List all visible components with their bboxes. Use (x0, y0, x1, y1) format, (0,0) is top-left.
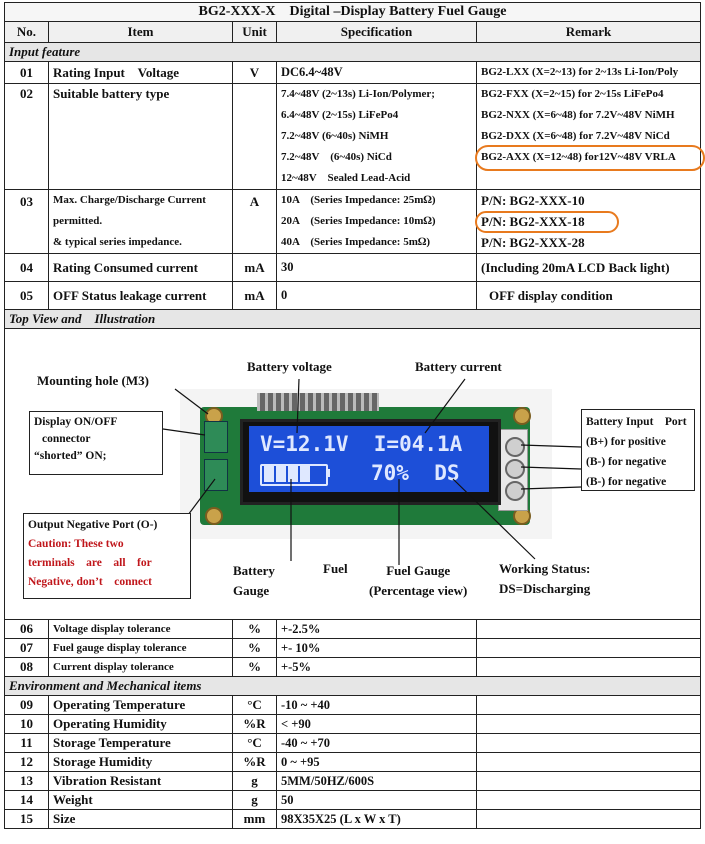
cell-no: 10 (5, 715, 49, 734)
cell-unit: mA (233, 282, 277, 310)
item-line: Max. Charge/Discharge Current (53, 194, 206, 206)
callout-line: Output Negative Port (O-) (28, 519, 158, 531)
table-row (5, 772, 701, 791)
cell-item (49, 190, 233, 254)
cell-remark (477, 715, 701, 734)
label-line: Gauge (233, 583, 270, 598)
callout-line: Battery Input Port (586, 416, 687, 428)
cell-item: Operating Temperature (49, 696, 233, 715)
remark-text: BG2-AXX (X=12~48) for12V~48V VRLA (481, 151, 676, 163)
cell-unit: %R (233, 753, 277, 772)
callout-battery-input (581, 409, 695, 491)
callout-line: Display ON/OFF (34, 416, 118, 428)
table-row (5, 658, 701, 677)
remark-line-highlighted (481, 211, 696, 232)
caution-line: terminals are all for (28, 557, 152, 569)
cell-no: 06 (5, 620, 49, 639)
cell-remark (477, 734, 701, 753)
cell-no: 01 (5, 62, 49, 84)
cell-spec: < +90 (277, 715, 477, 734)
caution-line: Caution: These two (28, 538, 124, 550)
cell-remark (477, 84, 701, 190)
label-battery-voltage: Battery voltage (247, 359, 332, 374)
cell-item: Fuel gauge display tolerance (49, 639, 233, 658)
cell-remark (477, 620, 701, 639)
cell-spec: 5MM/50HZ/600S (277, 772, 477, 791)
cell-spec (277, 190, 477, 254)
spec-line: 40A (Series Impedance: 5mΩ) (281, 236, 430, 248)
title-row (5, 3, 701, 22)
label-line: (Percentage view) (369, 583, 468, 598)
cell-item: Rating Consumed current (49, 254, 233, 282)
table-row (5, 753, 701, 772)
cell-unit: % (233, 639, 277, 658)
cell-no: 02 (5, 84, 49, 190)
label-working-status (499, 559, 590, 599)
table-row (5, 696, 701, 715)
cell-remark (477, 190, 701, 254)
illustration-row (5, 329, 701, 620)
cell-unit: % (233, 620, 277, 639)
lcd-line-2: 70% DS (371, 461, 460, 485)
cell-no: 05 (5, 282, 49, 310)
cell-remark (477, 753, 701, 772)
cell-item: Operating Humidity (49, 715, 233, 734)
cell-unit (233, 84, 277, 190)
table-row (5, 639, 701, 658)
cell-spec: 30 (277, 254, 477, 282)
callout-output-negative (23, 513, 191, 599)
cell-no: 13 (5, 772, 49, 791)
section-top-view (5, 310, 701, 329)
cell-unit: mA (233, 254, 277, 282)
cell-unit: A (233, 190, 277, 254)
cell-item: Current display tolerance (49, 658, 233, 677)
remark-line: BG2-DXX (X=6~48) for 7.2V~48V NiCd (481, 130, 670, 142)
label-fuel-gauge (369, 561, 467, 601)
item-line: permitted. (53, 215, 103, 227)
cell-spec: DC6.4~48V (277, 62, 477, 84)
cell-unit: % (233, 658, 277, 677)
cell-item: Vibration Resistant (49, 772, 233, 791)
label-line: Fuel Gauge (386, 563, 451, 578)
lcd-line-1: V=12.1V I=04.1A (260, 432, 463, 456)
cell-remark (477, 639, 701, 658)
table-row (5, 84, 701, 190)
cell-spec: -10 ~ +40 (277, 696, 477, 715)
table-row (5, 810, 701, 829)
cell-item: Voltage display tolerance (49, 620, 233, 639)
spec-line: 12~48V Sealed Lead-Acid (281, 172, 411, 184)
cell-remark: BG2-LXX (X=2~13) for 2~13s Li-Ion/Poly (477, 62, 701, 84)
table-row (5, 62, 701, 84)
cell-remark (477, 658, 701, 677)
header-spec: Specification (277, 22, 477, 43)
label-line: Working Status: (499, 561, 591, 576)
cell-unit: g (233, 772, 277, 791)
label-fuel: Fuel (323, 561, 348, 576)
section-label: Top View and Illustration (5, 310, 701, 329)
table-row (5, 254, 701, 282)
callout-line: connector (42, 433, 91, 445)
cell-spec: -40 ~ +70 (277, 734, 477, 753)
spec-line: 10A (Series Impedance: 25mΩ) (281, 194, 436, 206)
cell-remark: (Including 20mA LCD Back light) (477, 254, 701, 282)
cell-unit: %R (233, 715, 277, 734)
cell-item: Storage Temperature (49, 734, 233, 753)
cell-spec: +-5% (277, 658, 477, 677)
section-input (5, 43, 701, 62)
cell-item: OFF Status leakage current (49, 282, 233, 310)
callout-display-onoff (29, 411, 163, 475)
remark-line: P/N: BG2-XXX-28 (481, 235, 585, 250)
cell-spec: 98X35X25 (L x W x T) (277, 810, 477, 829)
cell-unit: mm (233, 810, 277, 829)
label-line: DS=Discharging (499, 581, 591, 596)
label-line: Battery (233, 563, 275, 578)
cell-no: 07 (5, 639, 49, 658)
remark-text: P/N: BG2-XXX-18 (481, 214, 585, 229)
cell-no: 15 (5, 810, 49, 829)
cell-no: 03 (5, 190, 49, 254)
cell-item: Size (49, 810, 233, 829)
remark-line: BG2-FXX (X=2~15) for 2~15s LiFePo4 (481, 88, 664, 100)
cell-item: Weight (49, 791, 233, 810)
callout-line: (B-) for negative (586, 456, 667, 468)
cell-no: 04 (5, 254, 49, 282)
cell-spec: +-2.5% (277, 620, 477, 639)
section-environment (5, 677, 701, 696)
cell-no: 08 (5, 658, 49, 677)
cell-spec: 0 (277, 282, 477, 310)
device-illustration (5, 329, 691, 619)
cell-remark: OFF display condition (477, 282, 701, 310)
table-row (5, 791, 701, 810)
cell-spec: +- 10% (277, 639, 477, 658)
spec-line: 6.4~48V (2~15s) LiFePo4 (281, 109, 399, 121)
section-label: Input feature (5, 43, 701, 62)
spec-table (4, 2, 701, 829)
cell-item: Rating Input Voltage (49, 62, 233, 84)
label-battery-current: Battery current (415, 359, 502, 374)
cell-remark (477, 696, 701, 715)
cell-no: 14 (5, 791, 49, 810)
remark-line: BG2-NXX (X=6~48) for 7.2V~48V NiMH (481, 109, 675, 121)
spec-line: 7.4~48V (2~13s) Li-Ion/Polymer; (281, 88, 435, 100)
cell-remark (477, 791, 701, 810)
callout-line: (B-) for negative (586, 476, 667, 488)
illustration-cell (5, 329, 701, 620)
cell-unit: g (233, 791, 277, 810)
cell-unit: V (233, 62, 277, 84)
spec-sheet (4, 2, 700, 829)
remark-line: P/N: BG2-XXX-10 (481, 193, 585, 208)
table-row (5, 715, 701, 734)
spec-line: 20A (Series Impedance: 10mΩ) (281, 215, 436, 227)
table-row (5, 282, 701, 310)
cell-remark (477, 772, 701, 791)
cell-unit: °C (233, 696, 277, 715)
callout-line: “shorted” ON; (34, 450, 107, 462)
cell-item: Storage Humidity (49, 753, 233, 772)
cell-remark (477, 810, 701, 829)
item-line: & typical series impedance. (53, 236, 182, 248)
cell-unit: °C (233, 734, 277, 753)
cell-spec: 50 (277, 791, 477, 810)
cell-spec (277, 84, 477, 190)
header-unit: Unit (233, 22, 277, 43)
spec-line: 7.2~48V (6~40s) NiMH (281, 130, 389, 142)
cell-spec: 0 ~ +95 (277, 753, 477, 772)
section-label: Environment and Mechanical items (5, 677, 701, 696)
cell-no: 09 (5, 696, 49, 715)
spec-line: 7.2~48V (6~40s) NiCd (281, 151, 392, 163)
header-item: Item (49, 22, 233, 43)
page-title: BG2-XXX-X Digital –Display Battery Fuel Gauge (5, 3, 701, 22)
table-row (5, 734, 701, 753)
cell-no: 12 (5, 753, 49, 772)
label-mounting-hole: Mounting hole (M3) (37, 373, 149, 388)
callout-line: (B+) for positive (586, 436, 666, 448)
cell-no: 11 (5, 734, 49, 753)
table-row (5, 620, 701, 639)
label-battery-gauge (233, 561, 275, 601)
header-remark: Remark (477, 22, 701, 43)
cell-item: Suitable battery type (49, 84, 233, 190)
header-row (5, 22, 701, 43)
caution-line: Negative, don’t connect (28, 576, 152, 588)
table-row (5, 190, 701, 254)
remark-line-highlighted (481, 147, 696, 168)
header-no: No. (5, 22, 49, 43)
